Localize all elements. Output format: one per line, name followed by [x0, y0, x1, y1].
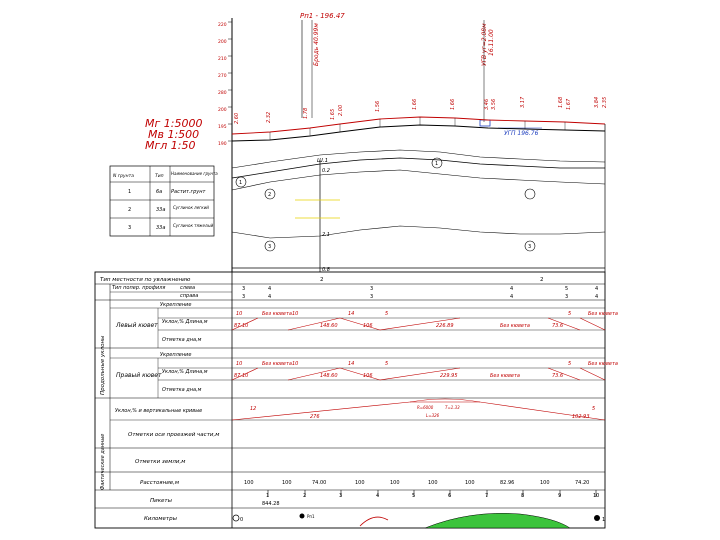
drawing-label: Отметки земли,м — [135, 459, 186, 465]
drawing-label: 106 — [363, 323, 373, 329]
drawing-label: 12 — [250, 406, 257, 412]
drawing-label: 4 — [268, 286, 272, 292]
elev-label: 1.65 — [330, 108, 336, 120]
drawing-label: 74.20 — [575, 480, 590, 486]
drawing-label: 5 — [565, 286, 569, 292]
elev-label: 2.60 — [234, 112, 240, 124]
ugv-label: УГВ уг=2.08м — [481, 23, 488, 66]
well-depth: 0.2 — [322, 168, 330, 174]
drawing-label: 7 — [485, 493, 489, 499]
soil-circle-label: 1 — [435, 161, 439, 167]
drawing-label: R=6000 — [417, 405, 434, 410]
ditch-slope-lines — [232, 318, 605, 380]
drawing-label: Без кювета — [500, 323, 530, 329]
drawing-label: Суглинок тяжелый — [173, 223, 214, 228]
elev-label: 3.46 — [484, 98, 490, 110]
drawing-label: 4 — [595, 286, 599, 292]
drawing-label: Уклон,% Длина,м — [162, 319, 208, 325]
drawing-label: 10 — [593, 493, 600, 499]
drawing-label: 1 — [266, 493, 270, 499]
drawing-label: 9 — [558, 493, 562, 499]
drawing-label: Правый кювет — [116, 372, 162, 379]
drawing-label: Укрепление — [160, 302, 192, 308]
axis-ticks — [218, 22, 232, 147]
soil-circle-label: 1 — [239, 180, 243, 186]
drawing-label: 87.10 — [234, 373, 249, 379]
soil-legend-table — [110, 166, 218, 236]
drawing-label: Суглинок легкий — [173, 205, 209, 210]
geology-scale: Мгл 1:50 — [145, 139, 196, 152]
drawing-label: 6а — [156, 189, 163, 195]
elev-label: 1.78 — [303, 107, 309, 119]
elev-label: 1.66 — [450, 98, 456, 110]
elev-label: 3.56 — [491, 98, 497, 110]
terrain-value: 2 — [540, 277, 544, 283]
km-start: 0 — [240, 517, 244, 523]
drawing-label: 4 — [595, 294, 599, 300]
drawing-label: 2 — [303, 493, 307, 499]
drawing-label: 10 — [236, 361, 243, 367]
drawing-label: Без кювета — [262, 311, 292, 317]
drawing-label: 102.93 — [572, 414, 590, 420]
elev-label: 2.32 — [266, 111, 272, 123]
drawing-label: 10 — [236, 311, 243, 317]
elev-label: 1.56 — [375, 100, 381, 112]
drawing-label: 6 — [448, 493, 452, 499]
drawing-label: Расстояние,м — [140, 480, 180, 486]
drawing-label: 100 — [282, 480, 292, 486]
drawing-label: Уклон,% и вертикальные кривые — [115, 408, 203, 414]
drawing-label: 73.6 — [552, 323, 564, 329]
drawing-label: 74.00 — [312, 480, 327, 486]
axis-tick: 270 — [218, 74, 227, 79]
vertical-scale: Мв 1:500 — [148, 128, 200, 141]
ditch-right-values — [234, 361, 618, 379]
drawing-label: Т=1.33 — [445, 405, 460, 410]
drawing-label: Без кювета — [490, 373, 520, 379]
drawing-label: Укрепление — [160, 352, 192, 358]
drawing-label: 73.6 — [552, 373, 564, 379]
drawing-label: слева — [180, 285, 196, 291]
ugp-marker-label: УГП 196.76 — [504, 130, 539, 137]
drawing-label: Фактические данные — [100, 433, 106, 490]
elevation-labels — [234, 96, 608, 124]
drawing-label: 226.89 — [436, 323, 454, 329]
distance-values — [244, 480, 589, 486]
drawing-label: 1 — [128, 189, 132, 195]
drawing-label: 3 — [370, 286, 374, 292]
well-depth: 2.1 — [322, 232, 330, 238]
drawing-label: 100 — [540, 480, 550, 486]
ground-line — [232, 125, 605, 141]
drawing-label: 5 — [412, 493, 416, 499]
drawing-label: 5 — [592, 406, 596, 412]
drawing-label: 4 — [510, 286, 514, 292]
drawing-label: 82.96 — [500, 480, 515, 486]
elev-label: 1.68 — [558, 96, 564, 108]
axis-tick: 200 — [218, 108, 227, 113]
drawing-label: Без кювета — [262, 361, 292, 367]
drawing-label: Тип попер. профиля — [112, 285, 166, 291]
drawing-label: Уклон,% Длина,м — [162, 369, 208, 375]
drawing-label: Тип — [155, 174, 164, 179]
soil-circle-label: 3 — [268, 244, 272, 250]
drawing-label: Без кювета — [588, 361, 618, 367]
drawing-label: 100 — [465, 480, 475, 486]
picket-extra: 844.28 — [262, 501, 280, 507]
section-values — [242, 286, 598, 300]
drawing-label: 100 — [355, 480, 365, 486]
drawing-label: 5 — [568, 361, 572, 367]
axis-tick: 190 — [218, 142, 227, 147]
drawing-label: 106 — [363, 373, 373, 379]
drawing-label: 3 — [128, 225, 132, 231]
drawing-label: 5 — [385, 361, 389, 367]
drawing-label: справа — [180, 293, 199, 299]
drawing-label: Растит.грунт — [171, 189, 206, 195]
soil-circle-label: 3 — [528, 244, 532, 250]
picket-values — [262, 493, 599, 507]
drawing-label: 8 — [521, 493, 525, 499]
well-depth: 0.8 — [322, 267, 330, 273]
drawing-label: Пикеты — [150, 498, 172, 504]
axis-tick: 200 — [218, 40, 227, 45]
drawing-label: 10 — [292, 311, 299, 317]
drawing-label: Отметки оси проезжей части,м — [128, 432, 220, 438]
well-label: Ш.1 — [317, 158, 329, 164]
axis-tick: 195 — [218, 125, 227, 130]
drawing-label: 5 — [568, 311, 572, 317]
ugv-date: 16.11.00 — [488, 29, 495, 56]
elev-label: 1.66 — [412, 98, 418, 110]
drawing-label: 4 — [510, 294, 514, 300]
elev-label: 2.35 — [602, 96, 608, 108]
elev-label: 2.00 — [338, 104, 344, 116]
drawing-label: 3 — [565, 294, 569, 300]
drawing-label: Левый кювет — [116, 322, 158, 329]
axis-tick: 280 — [218, 91, 227, 96]
drawing-label: 87.10 — [234, 323, 249, 329]
drawing-label: Тип местности по увлажнению — [100, 277, 191, 283]
drawing-label: 3 — [242, 294, 246, 300]
drawing-label: 10 — [292, 361, 299, 367]
drawing-label: N грунта — [113, 174, 135, 179]
drawing-label: 100 — [244, 480, 254, 486]
drawing-label: 4 — [268, 294, 272, 300]
elev-label: 3.17 — [520, 96, 526, 108]
drawing-label: Наименование грунта — [171, 171, 218, 176]
drawing-label: Отметка дна,м — [162, 387, 202, 393]
horizontal-scale: Мг 1:5000 — [145, 117, 203, 130]
drawing-label: 14 — [348, 311, 355, 317]
drawing-label: Отметка дна,м — [162, 337, 202, 343]
drawing-label: 14 — [348, 361, 355, 367]
drawing-label: 3 — [339, 493, 343, 499]
ford-label: Бродь 40.99м — [313, 23, 320, 66]
picket-ticks — [268, 490, 596, 497]
drawing-label: Километры — [144, 516, 177, 522]
km-benchmark: Рп1 — [307, 514, 315, 519]
drawing-label: L=326 — [426, 413, 440, 418]
drawing-label: 2 — [128, 207, 132, 213]
benchmark-label: Рп1 - 196.47 — [300, 12, 345, 20]
drawing-label: 33а — [156, 225, 166, 231]
drawing-label: 33а — [156, 207, 166, 213]
soil-circle-label: 2 — [268, 192, 272, 198]
drawing-label: Продольные уклоны — [100, 335, 106, 395]
drawing-label: Без кювета — [588, 311, 618, 317]
terrain-value: 2 — [320, 277, 324, 283]
elev-label: 1.67 — [566, 98, 572, 110]
drawing-label: 100 — [428, 480, 438, 486]
drawing-label: 3 — [242, 286, 246, 292]
table-labels — [100, 277, 219, 522]
drawing-label: 229.95 — [440, 373, 458, 379]
drawing-label: 3 — [370, 294, 374, 300]
drawing-label: 100 — [390, 480, 400, 486]
elev-label: 3.84 — [594, 96, 600, 108]
vertical-curve-values — [250, 405, 595, 420]
drawing-label: 5 — [385, 311, 389, 317]
drawing-label: 4 — [376, 493, 380, 499]
ditch-left-values — [234, 311, 618, 329]
km-end: 1 — [602, 517, 606, 523]
axis-tick: 220 — [218, 23, 227, 28]
drawing-label: 148.60 — [320, 323, 338, 329]
drawing-label: 148.60 — [320, 373, 338, 379]
drawing-label: 276 — [310, 414, 320, 420]
axis-tick: 210 — [218, 57, 227, 62]
